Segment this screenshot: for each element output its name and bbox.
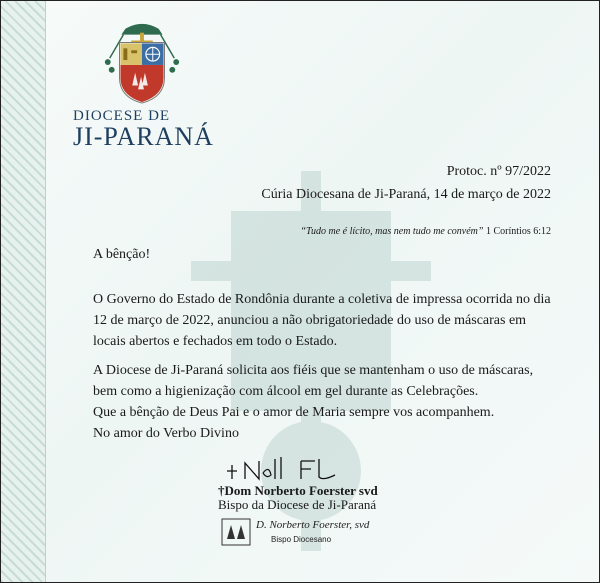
body-paragraph-1: O Governo do Estado de Rondônia durante a coletiva de impressa ocorrida no dia 12 de março de 2022, anunciou a não obrigatoriedade do uso de máscaras em locais abertos e fechados em todo o Estado.	[93, 292, 551, 349]
stamp-name: D. Norberto Foerster, svd	[256, 519, 370, 531]
place-and-date: Cúria Diocesana de Ji-Paraná, 14 de março de 2022	[261, 187, 551, 202]
signer-name: †Dom Norberto Foerster svd	[218, 483, 378, 498]
body-paragraph-3: Que a bênção de Deus Pai e o amor de Maria sempre vos acompanhem.	[93, 405, 495, 420]
epigraph-quote: “Tudo me é lícito, mas nem tudo me convém”	[300, 226, 484, 237]
body-paragraph-2: A Diocese de Ji-Paraná solicita aos fiéis que se mantenham o uso de máscaras, bem como a higienização com álcool em gel durante as Celebrações.	[93, 363, 534, 399]
epigraph	[300, 226, 551, 237]
greeting: A bênção!	[93, 247, 151, 262]
diocese-name-line2: JI-PARANÁ	[73, 122, 214, 151]
diocese-coat-of-arms-icon	[87, 19, 197, 107]
signer-title: Bispo da Diocese de Ji-Paraná	[218, 497, 377, 512]
decorative-margin-band	[1, 1, 46, 582]
epigraph-reference: 1 Coríntios 6:12	[483, 226, 551, 237]
handwritten-signature-icon	[223, 453, 343, 483]
diocese-name-line1: DIOCESE DE	[73, 108, 171, 124]
closing-phrase: No amor do Verbo Divino	[93, 426, 239, 441]
protocol-number: Protoc. nº 97/2022	[446, 164, 551, 179]
stamp-title: Bispo Diocesano	[271, 535, 332, 544]
